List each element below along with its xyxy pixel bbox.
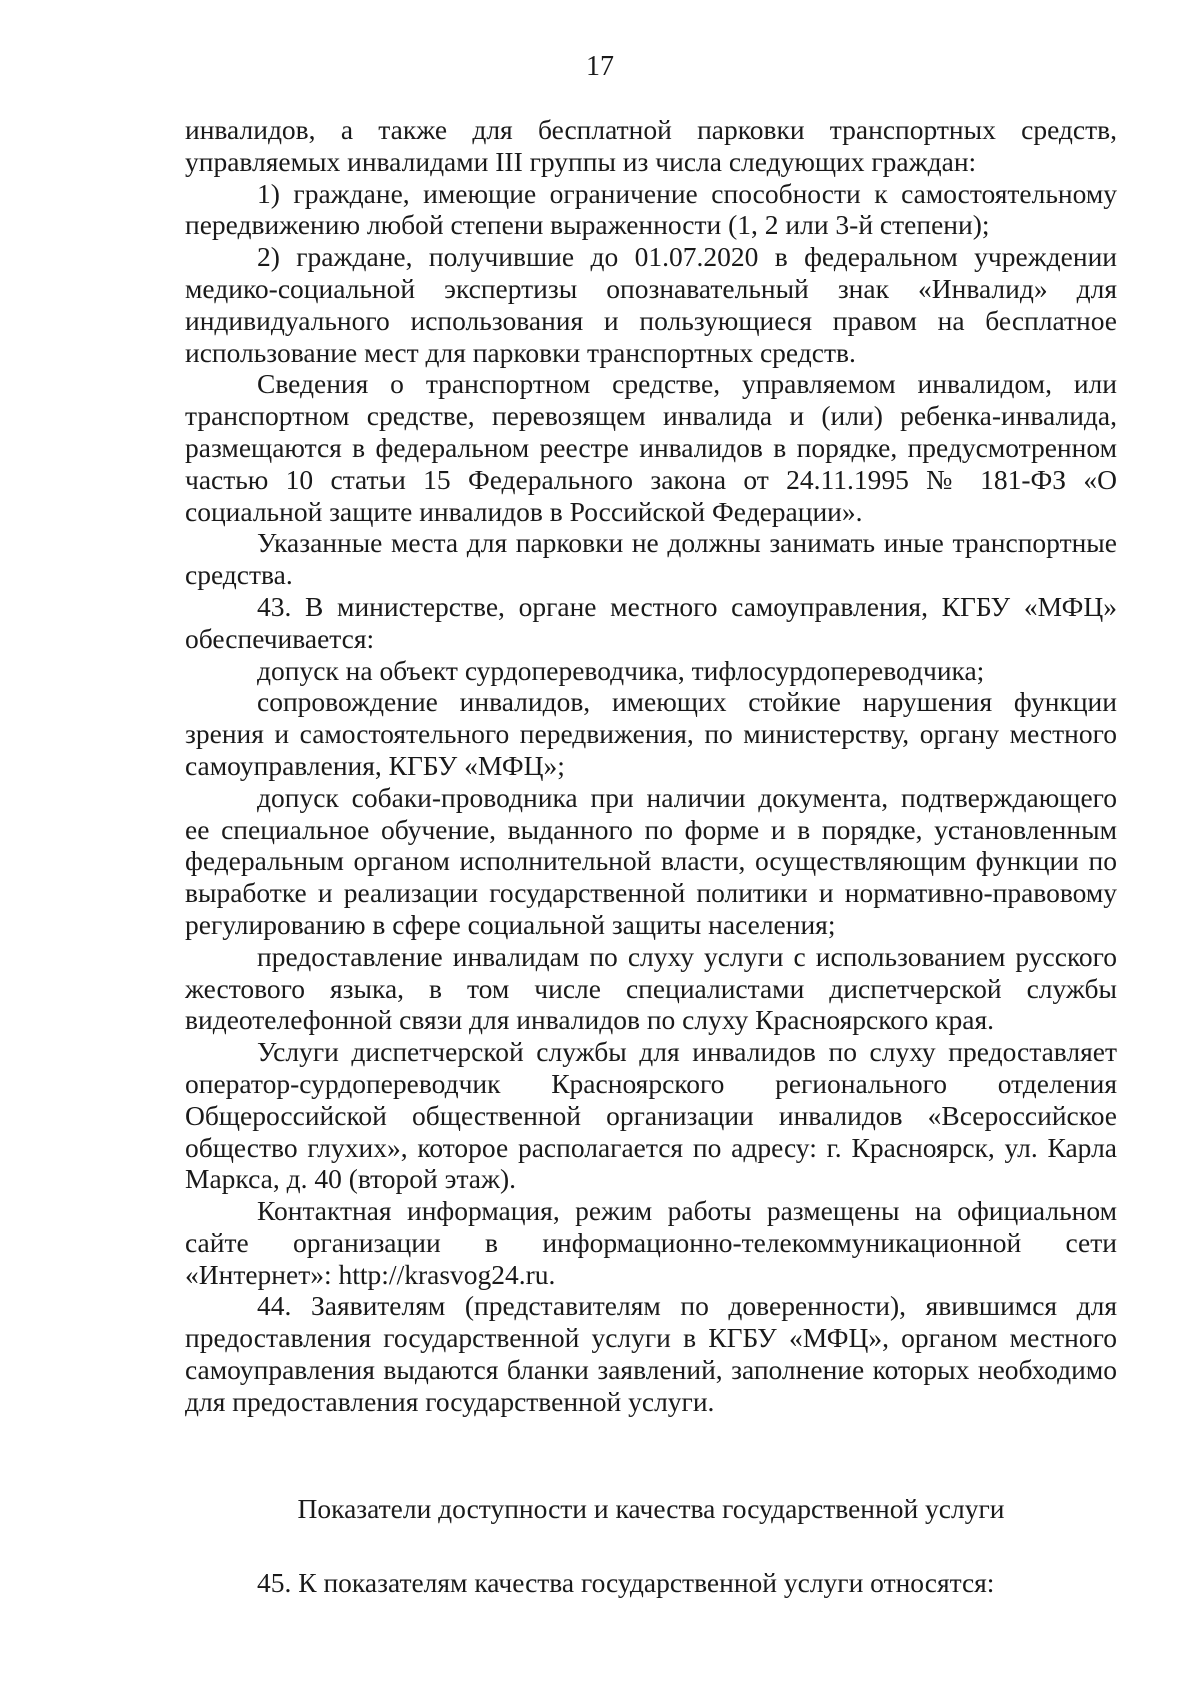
paragraph-sign-interpreter: допуск на объект сурдопереводчика, тифлосурдопереводчика; [257,654,985,686]
paragraph-item-1: 1) граждане, имеющие ограничение способности к самостоятельному передвижению любой степени выраженности (1, 2 или 3-й степени); [185,177,1117,241]
paragraph-44: 44. Заявителям (представителям по доверенности), явившимся для предоставления государственной услуги в КГБУ «МФЦ», органом местного самоуправления выдаются бланки заявлений, заполнение которых необходимо для предоставления государственной услуги. [185,1290,1117,1417]
section-heading: Показатели доступности и качества государственной услуги [297,1493,1005,1524]
document-body [185,114,1117,1418]
paragraph-guide-dog: допуск собаки-проводника при наличии документа, подтверждающего ее специальное обучение, выданного по форме и в порядке, установленным федеральным органом исполнительной власти, осуществляющим функции по выработке и реализации государственной политики и нормативно-правовому регулированию в сфере социальной защиты населения; [185,781,1117,940]
paragraph-vehicle-info: Сведения о транспортном средстве, управляемом инвалидом, или транспортном средстве, перевозящем инвалида и (или) ребенка-инвалида, размещаются в федеральном реестре инвалидов в порядке, предусмотренном частью 10 статьи 15 Федерального закона от 24.11.1995 № 181-ФЗ «О социальной защите инвалидов в Российской Федерации». [185,368,1117,527]
page-number: 17 [586,51,614,82]
paragraph-45: 45. К показателям качества государственной услуги относятся: [257,1567,995,1598]
paragraph-sign-language-service: предоставление инвалидам по слуху услуги с использованием русского жестового языка, в том числе специалистами диспетчерской службы видеотелефонной связи для инвалидов по слуху Красноярского края. [185,940,1117,1036]
paragraph-escort: сопровождение инвалидов, имеющих стойкие нарушения функции зрения и самостоятельного передвижения, по министерству, органу местного самоуправления, КГБУ «МФЦ»; [185,686,1117,781]
paragraph-dispatch-service: Услуги диспетчерской службы для инвалидов по слуху предоставляет оператор-сурдопереводчик Красноярского регионального отделения Общероссийской общественной организации инвалидов «Всероссийское общество глухих», которое располагается по адресу: г. Красноярск, ул. Карла Маркса, д. 40 (второй этаж). [185,1036,1117,1195]
paragraph-item-2: 2) граждане, получившие до 01.07.2020 в федеральном учреждении медико-социальной экспертизы опознавательный знак «Инвалид» для индивидуального использования и пользующиеся правом на бесплатное использование мест для парковки транспортных средств. [185,241,1117,368]
paragraph-contact-info: Контактная информация, режим работы размещены на официальном сайте организации в информационно-телекоммуникационной сети «Интернет»: http://krasvog24.ru. [185,1195,1117,1290]
paragraph-43: 43. В министерстве, органе местного самоуправления, КГБУ «МФЦ» обеспечивается: [185,590,1117,654]
paragraph-parking-places: Указанные места для парковки не должны занимать иные транспортные средства. [185,527,1117,591]
paragraph-continuation: инвалидов, а также для бесплатной парковки транспортных средств, управляемых инвалидами III группы из числа следующих граждан: [185,114,1117,177]
